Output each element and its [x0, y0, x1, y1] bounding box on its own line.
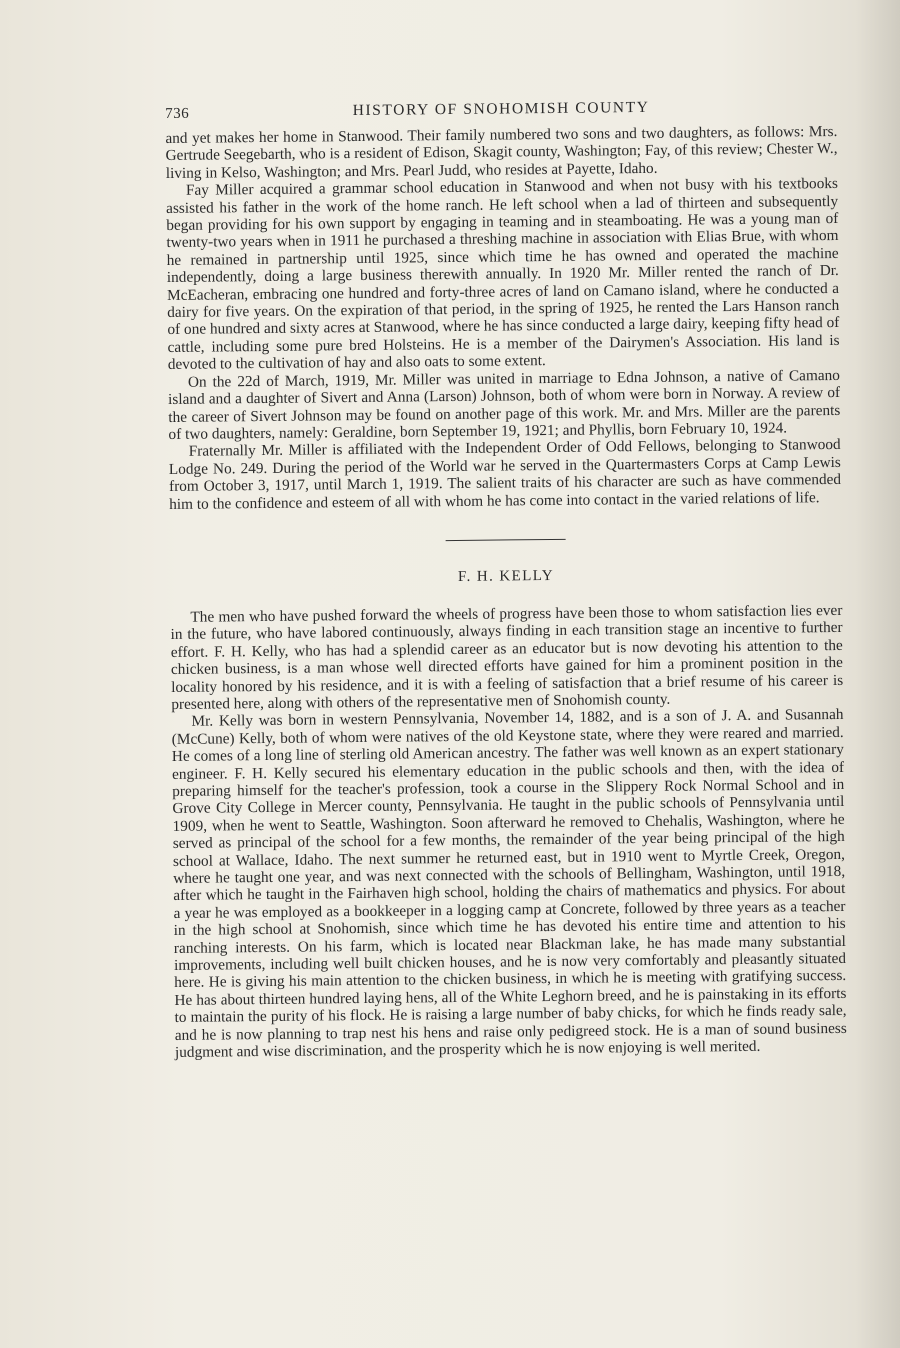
paragraph: On the 22d of March, 1919, Mr. Miller was united in marriage to Edna Johnson, a native of Camano island and a daughter of Sivert and Anna (Larson) Johnson, both of whom were born in Norway. A review of the career of Sivert Johnson may be found on another page of this work. Mr. and Mrs. Miller are the parents of two daughters, namely: Geraldine, born September 19, 1921; and Phyllis, born February 10, 1924.	[168, 366, 841, 443]
kelly-biography	[170, 565, 847, 1062]
running-title: HISTORY OF SNOHOMISH COUNTY	[352, 98, 650, 120]
section-heading: F. H. KELLY	[457, 567, 555, 585]
page-number: 736	[165, 105, 190, 122]
section-divider	[446, 539, 566, 541]
miller-biography	[165, 123, 841, 513]
paragraph: and yet makes her home in Stanwood. Their family numbered two sons and two daughters, as follows: Mrs. Gertrude Seegebarth, who is a resident of Edison, Skagit county, Washington; Fay, of this review; Chester W., living in Kelso, Washington; and Mrs. Pearl Judd, who resides at Payette, Idaho.	[165, 122, 838, 182]
paragraph: Mr. Kelly was born in western Pennsylvania, November 14, 1882, and is a son of J. A. and Susannah (McCune) Kelly, both of whom were natives of the old Keystone state, where they were reared and married. He comes of a long line of sterling old American ancestry. The father was well known as an expert stationary engineer. F. H. Kelly secured his elementary education in the public schools and then, with the idea of preparing himself for the teacher's profession, took a course in the Slippery Rock Normal School and in Grove City College in Mercer county, Pennsylvania. He taught in the public schools of Pennsylvania until 1909, when he went to Seattle, Washington. Soon afterward he removed to Chehalis, Washington, where he served as principal of the school for a few months, the remainder of the year being principal of the high school at Wallace, Idaho. The next summer he returned east, but in 1910 went to Myrtle Creek, Oregon, where he taught one year, and was next connected with the schools of Bellingham, Washington, until 1918, after which he taught in the Fairhaven high school, holding the chairs of mathematics and physics. For about a year he was employed as a bookkeeper in a logging camp at Concrete, followed by three years as a teacher in the high school at Snohomish, since which time he has devoted his entire time and attention to his ranching interests. On his farm, which is located near Blackman lake, he has made many substantial improvements, including well built chicken houses, and he is now very comfortably and pleasantly situated here. He is giving his main attention to the chicken business, in which he is meeting with gratifying success. He has about thirteen hundred laying hens, all of the White Leghorn breed, and he is painstaking in its efforts to maintain the purity of his flock. He is raising a large number of baby chicks, for which he finds ready sale, and he is now planning to trap nest his hens and raise only pedigreed stock. He is a man of sound business judgment and wise discrimination, and the prosperity which he is now enjoying is well merited.	[171, 706, 847, 1062]
paragraph: Fraternally Mr. Miller is affiliated with the Independent Order of Odd Fellows, belonging to Stanwood Lodge No. 249. During the period of the World war he served in the Quartermasters Corps at Camp Lewis from October 3, 1917, until March 1, 1919. The salient traits of his character are such as have commended him to the confidence and esteem of all with whom he has come into contact in the varied relations of life.	[168, 436, 842, 513]
book-page	[165, 93, 847, 1061]
paragraph: Fay Miller acquired a grammar school education in Stanwood and when not busy with his textbooks assisted his father in the work of the home ranch. He left school when a lad of thirteen and subsequently began providing for his own support by engaging in teaming and in steamboating. He was a young man of twenty-two years when in 1911 he purchased a threshing machine in association with Elias Brue, with whom he remained in partnership until 1925, since which time he has owned and operated the machine independently, doing a large business therewith annually. In 1920 Mr. Miller rented the ranch of Dr. McEacheran, embracing one hundred and forty-three acres of land on Camano island, where he conducted a dairy for five years. On the expiration of that period, in the spring of 1925, he rented the Lars Hanson ranch of one hundred and sixty acres at Stanwood, where he has since conducted a large dairy, keeping fifty head of cattle, including some pure bred Holsteins. He is a member of the Dairymen's Association. His land is devoted to the cultivation of hay and also oats to some extent.	[166, 175, 840, 374]
paragraph: The men who have pushed forward the wheels of progress have been those to whom satisfaction lies ever in the future, who have labored continuously, always finding in each transition stage an incentive to further effort. F. H. Kelly, who has had a splendid career as an educator but is now devoting his attention to the chicken business, is a man whose well directed efforts have gained for him a prominent position in the locality honored by his residence, and it is with a feeling of satisfaction that a brief resume of his career is presented here, along with others of the representative men of Snohomish county.	[170, 601, 844, 713]
